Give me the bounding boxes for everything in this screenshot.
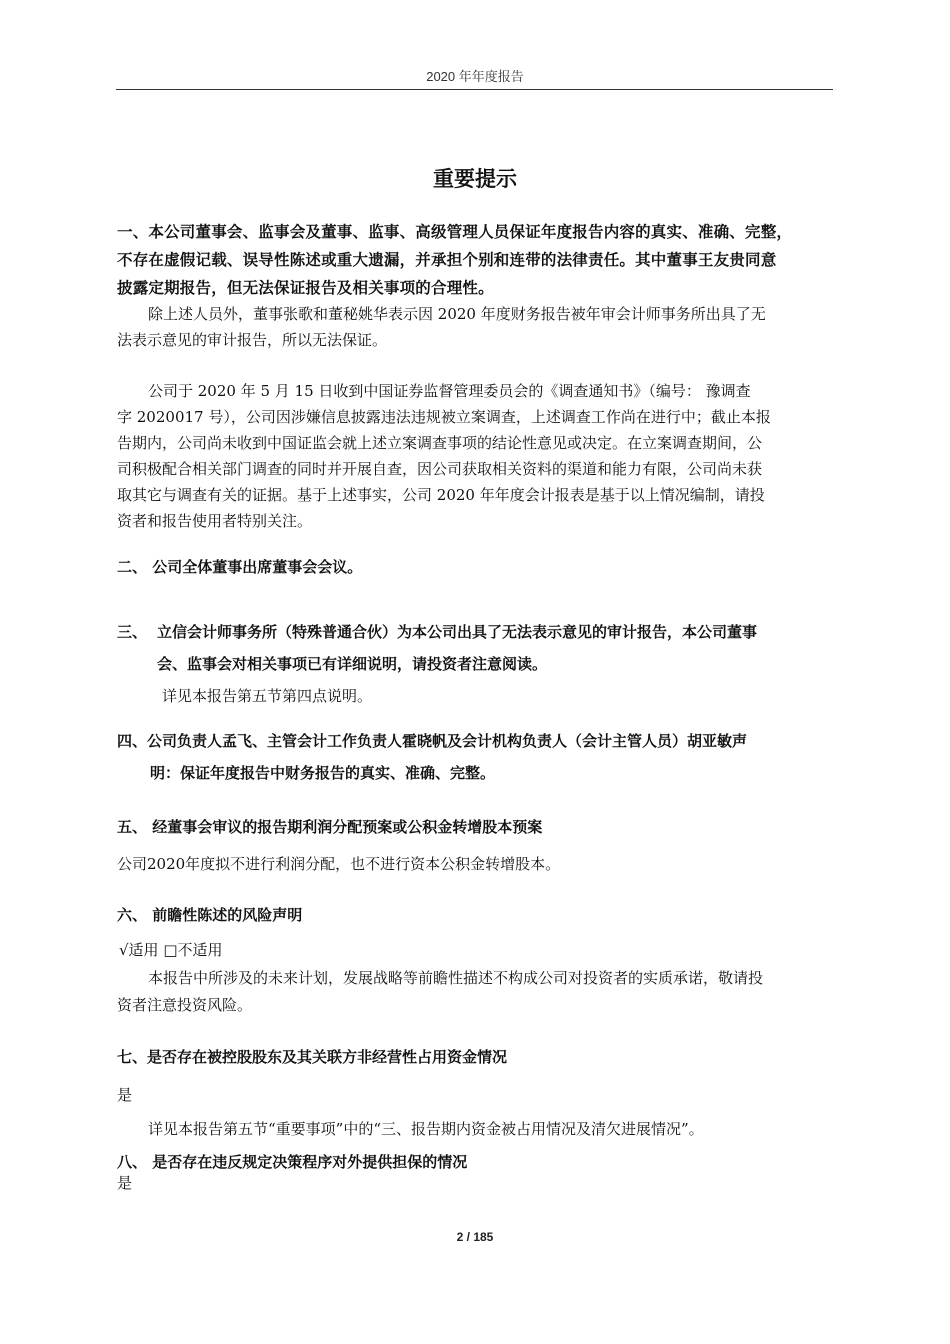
item3-line-1: 立信会计师事务所（特殊普通合伙）为本公司出具了无法表示意见的审计报告，本公司董事	[157, 623, 758, 641]
investigation-line-4: 司积极配合相关部门调查的同时并开展自查，因公司获取相关资料的渠道和能力有限，公司尚未获	[117, 460, 763, 478]
item5-text: 公司2020年度拟不进行利润分配，也不进行资本公积金转增股本。	[117, 855, 561, 873]
page-title: 重要提示	[433, 167, 517, 191]
item6-heading: 六、 前瞻性陈述的风险声明	[117, 906, 303, 924]
item4-line-2: 明：保证年度报告中财务报告的真实、准确、完整。	[150, 764, 496, 782]
item8-heading: 八、 是否存在违反规定决策程序对外提供担保的情况	[117, 1153, 468, 1171]
item3-line-2: 会、监事会对相关事项已有详细说明，请投资者注意阅读。	[157, 655, 548, 673]
page-number: 2 / 185	[456, 1230, 494, 1244]
item7-note: 详见本报告第五节“重要事项”中的“三、报告期内资金被占用情况及清欠进展情况”。	[148, 1120, 704, 1138]
investigation-line-6: 资者和报告使用者特别关注。	[117, 512, 313, 530]
item6-applicability-options: √适用 □不适用	[119, 941, 223, 959]
item1-note-line-1: 除上述人员外，董事张歌和董秘姚华表示因 2020 年度财务报告被年审会计师事务所出具了无	[148, 305, 766, 323]
item1-line-1: 一、本公司董事会、监事会及董事、监事、高级管理人员保证年度报告内容的真实、准确、完整，	[117, 223, 793, 241]
header-divider	[116, 89, 833, 90]
item7-answer: 是	[117, 1086, 133, 1104]
investigation-line-1: 公司于 2020 年 5 月 15 日收到中国证券监督管理委员会的《调查通知书》（编号： 豫调查	[148, 382, 751, 400]
item1-line-3: 披露定期报告，但无法保证报告及相关事项的合理性。	[117, 279, 494, 297]
item7-heading: 七、是否存在被控股股东及其关联方非经营性占用资金情况	[117, 1048, 508, 1066]
item1-line-2: 不存在虚假记载、误导性陈述或重大遗漏，并承担个别和连带的法律责任。其中董事王友贵同意	[117, 251, 777, 269]
item3-number: 三、	[117, 623, 148, 641]
item8-answer: 是	[117, 1174, 133, 1192]
item1-note-line-2: 法表示意见的审计报告，所以无法保证。	[117, 331, 388, 349]
item4-line-1: 四、公司负责人孟飞、主管会计工作负责人霍晓帆及会计机构负责人（会计主管人员）胡亚敏声	[117, 732, 748, 750]
item3-note: 详见本报告第五节第四点说明。	[162, 687, 373, 705]
investigation-line-2: 字 2020017 号），公司因涉嫌信息披露违法违规被立案调查，上述调查工作尚在进行中；截止本报	[117, 408, 771, 426]
investigation-line-3: 告期内，公司尚未收到中国证监会就上述立案调查事项的结论性意见或决定。在立案调查期间，公	[117, 434, 763, 452]
item5-heading: 五、 经董事会审议的报告期利润分配预案或公积金转增股本预案	[117, 818, 543, 836]
item2-text: 二、 公司全体董事出席董事会会议。	[117, 558, 363, 576]
item6-line-2: 资者注意投资风险。	[117, 996, 253, 1014]
page-header-title: 2020 年年度报告	[426, 69, 524, 84]
investigation-line-5: 取其它与调查有关的证据。基于上述事实，公司 2020 年年度会计报表是基于以上情况编制，请投	[117, 486, 765, 504]
item6-line-1: 本报告中所涉及的未来计划，发展战略等前瞻性描述不构成公司对投资者的实质承诺，敬请投	[148, 969, 764, 987]
